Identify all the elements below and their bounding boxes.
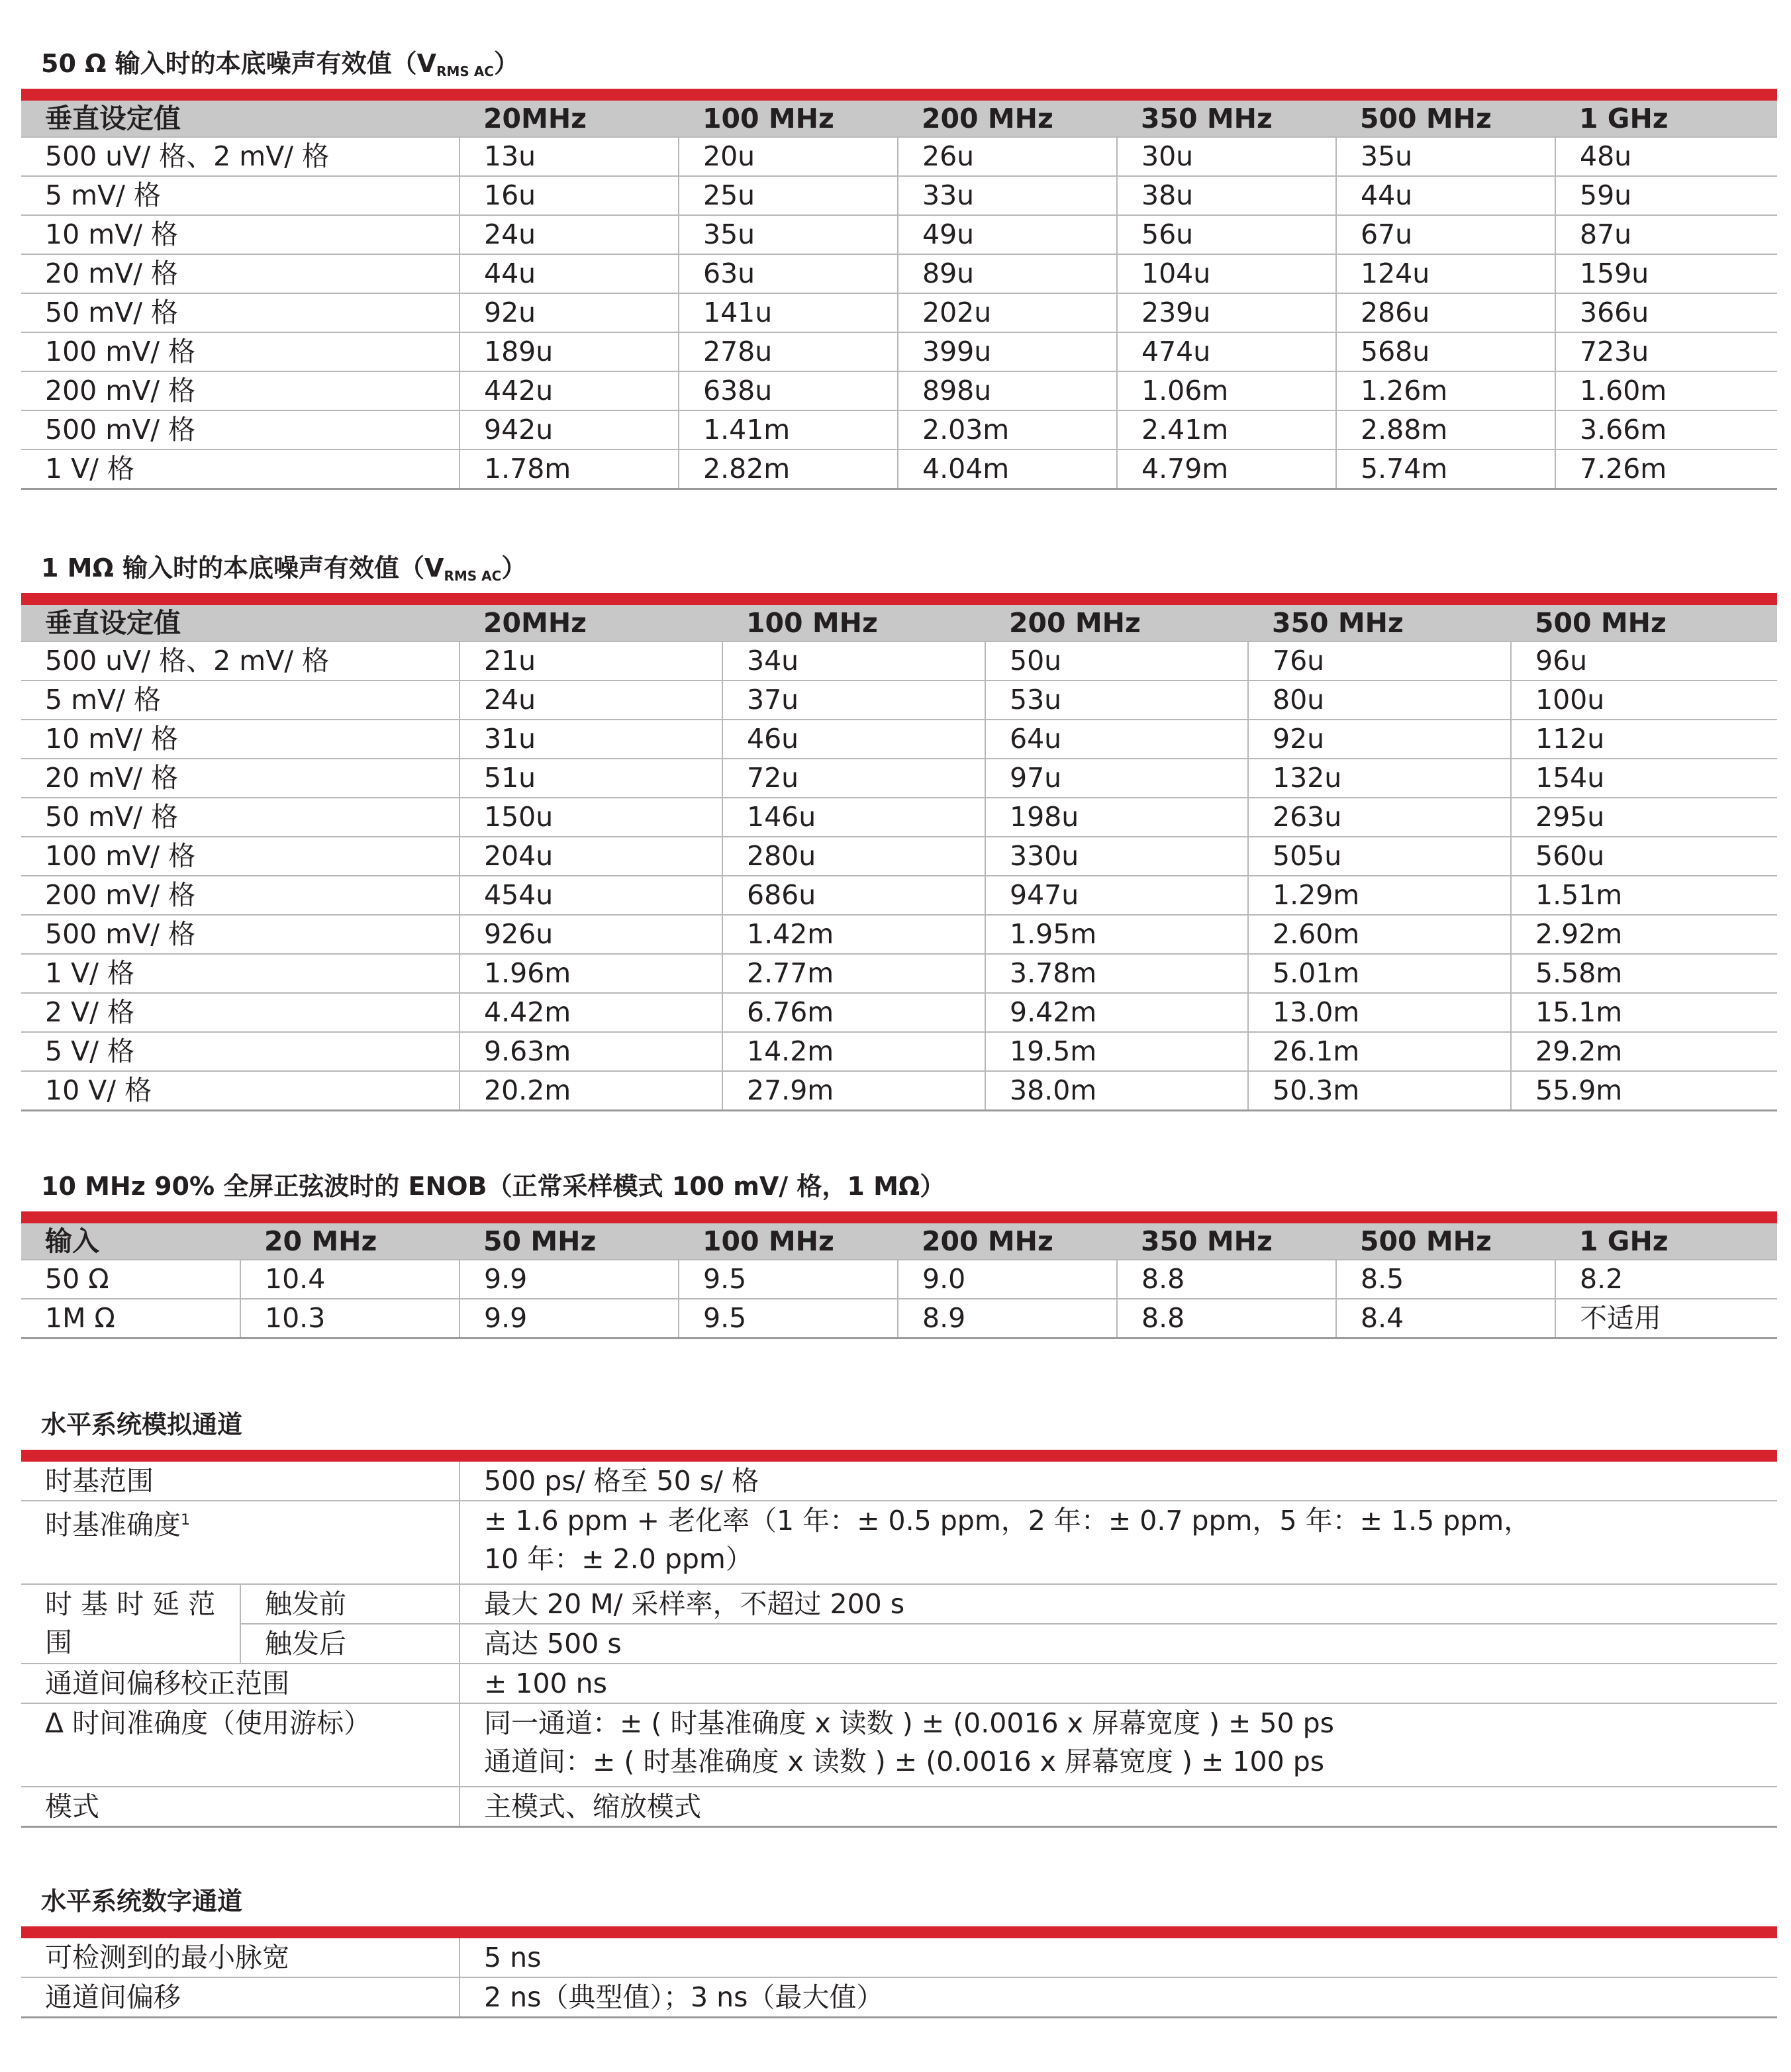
- table-cell: 2.77m: [722, 954, 985, 993]
- table-cell: 92u: [1248, 720, 1511, 759]
- timebase-delay-label: 时 基 时 延 范 围: [21, 1584, 240, 1664]
- table-row: [21, 137, 1777, 176]
- pretrigger-label: 触发前: [240, 1584, 460, 1624]
- table-row: [21, 837, 1777, 876]
- table-cell: 141u: [679, 293, 898, 332]
- table-cell: 29.2m: [1511, 1032, 1777, 1071]
- table-header-row: [21, 1223, 1777, 1260]
- table-cell: 46u: [722, 720, 985, 759]
- table-cell: 239u: [1117, 293, 1336, 332]
- table-cell: 723u: [1555, 332, 1777, 371]
- table-cell: 9.5: [679, 1299, 898, 1339]
- header-cell: 垂直设定值: [21, 101, 460, 137]
- table-cell: 1.29m: [1248, 876, 1511, 915]
- row-label: 10 mV/ 格: [21, 720, 460, 759]
- row-label: 5 mV/ 格: [21, 681, 460, 720]
- table-cell: 9.63m: [460, 1032, 722, 1071]
- table-cell: 92u: [460, 293, 679, 332]
- header-cell: 50 MHz: [460, 1223, 679, 1260]
- table-row: [21, 176, 1777, 215]
- row-label: 20 mV/ 格: [21, 254, 460, 293]
- table-cell: 24u: [460, 215, 679, 254]
- table-row: [21, 641, 1777, 681]
- table-row: [21, 410, 1777, 449]
- table-row: [21, 1938, 1777, 1977]
- table-cell: 27.9m: [722, 1071, 985, 1111]
- table-cell: 204u: [460, 837, 722, 876]
- header-cell: 100 MHz: [679, 1223, 898, 1260]
- table-cell: 1.78m: [460, 449, 679, 489]
- table-header-row: [21, 101, 1777, 137]
- table-cell: 278u: [679, 332, 898, 371]
- table-cell: 2.82m: [679, 449, 898, 489]
- table-row: [21, 1787, 1777, 1827]
- table-row: [21, 759, 1777, 798]
- timebase-range-value: 500 ps/ 格至 50 s/ 格: [460, 1462, 1777, 1501]
- timebase-accuracy-value: ± 1.6 ppm + 老化率（1 年：± 0.5 ppm，2 年：± 0.7 ppm，5 年：± 1.5 ppm， 10 年：± 2.0 ppm）: [460, 1501, 1777, 1584]
- header-cell: 100 MHz: [679, 101, 898, 137]
- section-title: 水平系统模拟通道: [41, 1410, 243, 1439]
- header-cell: 1 GHz: [1555, 1223, 1777, 1260]
- table-cell: 37u: [722, 681, 985, 720]
- red-bar: [21, 1926, 1777, 1938]
- section-title: 50 Ω 输入时的本底噪声有效值$(V_{RMS AC})$: [41, 49, 519, 79]
- table-cell: 399u: [898, 332, 1117, 371]
- row-label: 500 mV/ 格: [21, 915, 460, 954]
- table-cell: 263u: [1248, 798, 1511, 837]
- table-header-row: [21, 605, 1777, 641]
- row-label: 500 uV/ 格、2 mV/ 格: [21, 137, 460, 176]
- table-cell: 13u: [460, 137, 679, 176]
- section-title: 10 MHz 90% 全屏正弦波时的 ENOB（正常采样模式 100 mV/ 格，1 MΩ）: [41, 1172, 945, 1201]
- table-row: [21, 1664, 1777, 1703]
- row-label: 5 mV/ 格: [21, 176, 460, 215]
- header-cell: 500 MHz: [1336, 101, 1555, 137]
- table-cell: 72u: [722, 759, 985, 798]
- table-cell: 1.06m: [1117, 371, 1336, 410]
- table-cell: 5.58m: [1511, 954, 1777, 993]
- header-cell: 350 MHz: [1117, 1223, 1336, 1260]
- table-cell: 1.96m: [460, 954, 722, 993]
- header-cell: 20 MHz: [240, 1223, 460, 1260]
- table-cell: 48u: [1555, 137, 1777, 176]
- table-row: [21, 915, 1777, 954]
- table-cell: 49u: [898, 215, 1117, 254]
- table-cell: 26u: [898, 137, 1117, 176]
- table-cell: 8.5: [1336, 1260, 1555, 1299]
- table-cell: 34u: [722, 641, 985, 681]
- table-cell: 38.0m: [985, 1071, 1248, 1111]
- table-cell: 44u: [1336, 176, 1555, 215]
- timebase-accuracy-label: 时基准确度$^1$: [21, 1501, 460, 1584]
- header-cell: 20MHz: [460, 101, 679, 137]
- deskew-value: ± 100 ns: [460, 1664, 1777, 1703]
- table-cell: 96u: [1511, 641, 1777, 681]
- deskew-label: 通道间偏移校正范围: [21, 1664, 460, 1703]
- table-row: [21, 1501, 1777, 1584]
- header-cell: 350 MHz: [1117, 101, 1336, 137]
- table-row: [21, 798, 1777, 837]
- horizontal-digital-table: [21, 1938, 1777, 2018]
- table-cell: 124u: [1336, 254, 1555, 293]
- table-row: [21, 449, 1777, 489]
- mode-value: 主模式、缩放模式: [460, 1787, 1777, 1827]
- row-label: 5 V/ 格: [21, 1032, 460, 1071]
- table-cell: 51u: [460, 759, 722, 798]
- table-cell: 3.66m: [1555, 410, 1777, 449]
- table-cell: 33u: [898, 176, 1117, 215]
- posttrigger-value: 高达 500 s: [460, 1624, 1777, 1664]
- row-label: 10 V/ 格: [21, 1071, 460, 1111]
- pretrigger-value: 最大 20 M/ 采样率，不超过 200 s: [460, 1584, 1777, 1624]
- table-cell: 560u: [1511, 837, 1777, 876]
- table-cell: 44u: [460, 254, 679, 293]
- posttrigger-label: 触发后: [240, 1624, 460, 1664]
- table-cell: 4.04m: [898, 449, 1117, 489]
- table-cell: 8.2: [1555, 1260, 1777, 1299]
- table-cell: 112u: [1511, 720, 1777, 759]
- table-row: [21, 681, 1777, 720]
- table-cell: 76u: [1248, 641, 1511, 681]
- table-cell: 5.74m: [1336, 449, 1555, 489]
- table-cell: 1.26m: [1336, 371, 1555, 410]
- header-cell: 200 MHz: [985, 605, 1248, 641]
- table-cell: 64u: [985, 720, 1248, 759]
- table-cell: 50u: [985, 641, 1248, 681]
- table-cell: 56u: [1117, 215, 1336, 254]
- table-cell: 505u: [1248, 837, 1511, 876]
- table-cell: 2.03m: [898, 410, 1117, 449]
- table-row: [21, 1260, 1777, 1299]
- skew-label: 通道间偏移: [21, 1977, 460, 2018]
- row-label: 20 mV/ 格: [21, 759, 460, 798]
- table-cell: 63u: [679, 254, 898, 293]
- section-title: 1 MΩ 输入时的本底噪声有效值$(V_{RMS AC})$: [41, 553, 527, 584]
- table-cell: 150u: [460, 798, 722, 837]
- table-cell: 454u: [460, 876, 722, 915]
- row-label: 500 uV/ 格、2 mV/ 格: [21, 641, 460, 681]
- table-cell: 638u: [679, 371, 898, 410]
- enob-table: [21, 1223, 1777, 1339]
- table-cell: 6.76m: [722, 993, 985, 1032]
- table-cell: 3.78m: [985, 954, 1248, 993]
- min-pulse-label: 可检测到的最小脉宽: [21, 1938, 460, 1977]
- table-row: [21, 332, 1777, 371]
- table-cell: 202u: [898, 293, 1117, 332]
- red-bar: [21, 593, 1777, 605]
- table-cell: 686u: [722, 876, 985, 915]
- table-cell: 14.2m: [722, 1032, 985, 1071]
- table-cell: 9.42m: [985, 993, 1248, 1032]
- table-cell: 330u: [985, 837, 1248, 876]
- row-label: 1 V/ 格: [21, 449, 460, 489]
- table-cell: 159u: [1555, 254, 1777, 293]
- table-cell: 13.0m: [1248, 993, 1511, 1032]
- table-cell: 9.9: [460, 1299, 679, 1339]
- table-cell: 2.92m: [1511, 915, 1777, 954]
- table-row: [21, 993, 1777, 1032]
- table-cell: 104u: [1117, 254, 1336, 293]
- table-cell: 87u: [1555, 215, 1777, 254]
- table-cell: 20.2m: [460, 1071, 722, 1111]
- table-cell: 24u: [460, 681, 722, 720]
- table-cell: 947u: [985, 876, 1248, 915]
- header-cell: 200 MHz: [898, 1223, 1117, 1260]
- table-cell: 286u: [1336, 293, 1555, 332]
- header-cell: 1 GHz: [1555, 101, 1777, 137]
- header-cell: 输入: [21, 1223, 240, 1260]
- table-cell: 2.41m: [1117, 410, 1336, 449]
- table-cell: 1.51m: [1511, 876, 1777, 915]
- header-cell: 垂直设定值: [21, 605, 460, 641]
- min-pulse-value: 5 ns: [460, 1938, 1777, 1977]
- skew-value: 2 ns（典型值）；3 ns（最大值）: [460, 1977, 1777, 2018]
- table-cell: 7.26m: [1555, 449, 1777, 489]
- table-cell: 97u: [985, 759, 1248, 798]
- table-row: [21, 1071, 1777, 1111]
- table-row: [21, 1584, 1777, 1624]
- table-cell: 1.60m: [1555, 371, 1777, 410]
- row-label: 100 mV/ 格: [21, 332, 460, 371]
- noise-50ohm-table: [21, 101, 1777, 490]
- table-cell: 30u: [1117, 137, 1336, 176]
- table-cell: 198u: [985, 798, 1248, 837]
- table-cell: 8.4: [1336, 1299, 1555, 1339]
- table-cell: 9.0: [898, 1260, 1117, 1299]
- noise-1mohm-table: [21, 605, 1777, 1111]
- table-cell: 154u: [1511, 759, 1777, 798]
- table-cell: 38u: [1117, 176, 1336, 215]
- row-label: 100 mV/ 格: [21, 837, 460, 876]
- table-cell: 280u: [722, 837, 985, 876]
- table-cell: 1.95m: [985, 915, 1248, 954]
- table-row: [21, 215, 1777, 254]
- mode-label: 模式: [21, 1787, 460, 1827]
- row-label: 1M Ω: [21, 1299, 240, 1339]
- table-cell: 898u: [898, 371, 1117, 410]
- table-cell: 80u: [1248, 681, 1511, 720]
- table-row: [21, 720, 1777, 759]
- table-cell: 568u: [1336, 332, 1555, 371]
- table-cell: 10.3: [240, 1299, 460, 1339]
- table-row: [21, 1032, 1777, 1071]
- table-cell: 35u: [679, 215, 898, 254]
- delta-time-label: Δ 时间准确度（使用游标）: [21, 1703, 460, 1787]
- table-cell: 8.8: [1117, 1299, 1336, 1339]
- delta-time-value: 同一通道：± ( 时基准确度 x 读数 ) ± (0.0016 x 屏幕宽度 ) ± 50 ps 通道间：± ( 时基准确度 x 读数 ) ± (0.0016 x 屏幕宽度 ) ± 100 ps: [460, 1703, 1777, 1787]
- row-label: 50 Ω: [21, 1260, 240, 1299]
- table-cell: 26.1m: [1248, 1032, 1511, 1071]
- table-cell: 4.79m: [1117, 449, 1336, 489]
- table-cell: 5.01m: [1248, 954, 1511, 993]
- table-cell: 1.42m: [722, 915, 985, 954]
- row-label: 10 mV/ 格: [21, 215, 460, 254]
- header-cell: 500 MHz: [1511, 605, 1777, 641]
- table-row: [21, 293, 1777, 332]
- table-cell: 不适用: [1555, 1299, 1777, 1339]
- table-cell: 942u: [460, 410, 679, 449]
- table-row: [21, 371, 1777, 410]
- table-cell: 8.8: [1117, 1260, 1336, 1299]
- row-label: 50 mV/ 格: [21, 798, 460, 837]
- table-row: [21, 1462, 1777, 1501]
- table-cell: 2.60m: [1248, 915, 1511, 954]
- table-row: [21, 1624, 1777, 1664]
- table-cell: 31u: [460, 720, 722, 759]
- table-cell: 8.9: [898, 1299, 1117, 1339]
- table-cell: 25u: [679, 176, 898, 215]
- table-cell: 4.42m: [460, 993, 722, 1032]
- table-cell: 2.88m: [1336, 410, 1555, 449]
- table-cell: 89u: [898, 254, 1117, 293]
- table-row: [21, 1703, 1777, 1787]
- red-bar: [21, 1450, 1777, 1462]
- table-cell: 366u: [1555, 293, 1777, 332]
- red-bar: [21, 1211, 1777, 1223]
- section-title: 水平系统数字通道: [41, 1887, 243, 1916]
- table-cell: 189u: [460, 332, 679, 371]
- table-cell: 132u: [1248, 759, 1511, 798]
- table-cell: 1.41m: [679, 410, 898, 449]
- table-row: [21, 954, 1777, 993]
- horizontal-analog-table: [21, 1462, 1777, 1828]
- table-cell: 50.3m: [1248, 1071, 1511, 1111]
- header-cell: 20MHz: [460, 605, 722, 641]
- red-bar: [21, 89, 1777, 101]
- row-label: 2 V/ 格: [21, 993, 460, 1032]
- table-cell: 442u: [460, 371, 679, 410]
- row-label: 50 mV/ 格: [21, 293, 460, 332]
- table-cell: 9.9: [460, 1260, 679, 1299]
- row-label: 200 mV/ 格: [21, 876, 460, 915]
- table-cell: 21u: [460, 641, 722, 681]
- row-label: 1 V/ 格: [21, 954, 460, 993]
- header-cell: 100 MHz: [722, 605, 985, 641]
- row-label: 500 mV/ 格: [21, 410, 460, 449]
- timebase-range-label: 时基范围: [21, 1462, 460, 1501]
- table-row: [21, 254, 1777, 293]
- table-row: [21, 1299, 1777, 1339]
- table-cell: 100u: [1511, 681, 1777, 720]
- table-cell: 55.9m: [1511, 1071, 1777, 1111]
- row-label: 200 mV/ 格: [21, 371, 460, 410]
- table-cell: 474u: [1117, 332, 1336, 371]
- table-cell: 9.5: [679, 1260, 898, 1299]
- table-cell: 35u: [1336, 137, 1555, 176]
- table-row: [21, 1977, 1777, 2018]
- table-cell: 20u: [679, 137, 898, 176]
- table-cell: 53u: [985, 681, 1248, 720]
- table-cell: 67u: [1336, 215, 1555, 254]
- table-row: [21, 876, 1777, 915]
- header-cell: 350 MHz: [1248, 605, 1511, 641]
- table-cell: 19.5m: [985, 1032, 1248, 1071]
- table-cell: 15.1m: [1511, 993, 1777, 1032]
- table-cell: 146u: [722, 798, 985, 837]
- header-cell: 200 MHz: [898, 101, 1117, 137]
- footnote-marker: 1: [181, 1512, 190, 1529]
- table-cell: 295u: [1511, 798, 1777, 837]
- table-cell: 10.4: [240, 1260, 460, 1299]
- table-cell: 59u: [1555, 176, 1777, 215]
- table-cell: 16u: [460, 176, 679, 215]
- header-cell: 500 MHz: [1336, 1223, 1555, 1260]
- table-cell: 926u: [460, 915, 722, 954]
